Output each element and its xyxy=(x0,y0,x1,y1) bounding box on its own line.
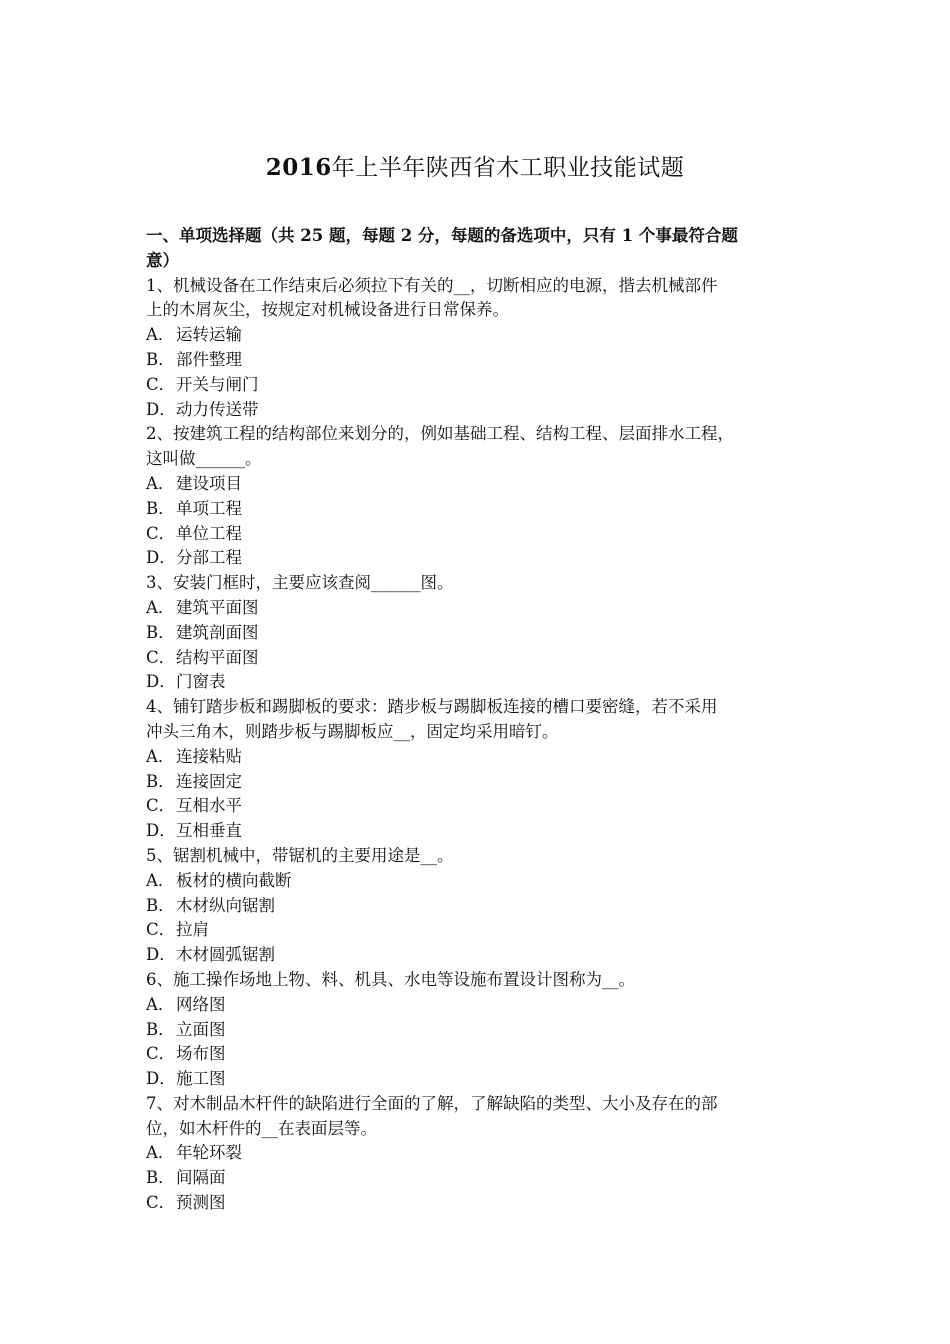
option-a xyxy=(146,472,816,497)
option-d xyxy=(146,1067,816,1092)
section-heading-line-1: 一、单项选择题（共 25 题，每题 2 分，每题的备选项中，只有 1 个事最符合题 xyxy=(146,226,738,245)
option-letter: B． xyxy=(146,498,175,518)
option-text: 建筑剖面图 xyxy=(176,622,259,642)
question-7 xyxy=(146,1092,816,1216)
option-text: 部件整理 xyxy=(176,349,242,369)
option-b xyxy=(146,770,816,795)
option-a xyxy=(146,1141,816,1166)
option-a xyxy=(146,745,816,770)
option-letter: C． xyxy=(146,374,176,394)
question-text-line: 上的木屑灰尘，按规定对机械设备进行日常保养。 xyxy=(146,300,509,320)
question-text-line: 位，如木杆件的__在表面层等。 xyxy=(146,1118,377,1138)
option-a xyxy=(146,596,816,621)
option-letter: C． xyxy=(146,796,176,816)
option-b xyxy=(146,1018,816,1043)
option-letter: B． xyxy=(146,1019,175,1039)
option-c xyxy=(146,646,816,671)
option-text: 互相垂直 xyxy=(176,821,242,841)
option-letter: A． xyxy=(146,325,175,345)
option-text: 建筑平面图 xyxy=(176,597,259,617)
question-text-line: 6、施工操作场地上物、料、机具、水电等设施布置设计图称为__。 xyxy=(146,969,635,989)
option-text: 运转运输 xyxy=(176,325,242,345)
option-b xyxy=(146,894,816,919)
question-2 xyxy=(146,422,816,571)
document-body xyxy=(146,224,816,1216)
option-letter: A． xyxy=(146,597,175,617)
option-letter: C． xyxy=(146,647,176,667)
option-d xyxy=(146,943,816,968)
option-letter: A． xyxy=(146,746,175,766)
option-letter: B． xyxy=(146,771,175,791)
option-d xyxy=(146,670,816,695)
question-4 xyxy=(146,695,816,844)
section-heading-line-2: 意） xyxy=(146,250,179,270)
option-letter: C． xyxy=(146,920,176,940)
option-b xyxy=(146,1166,816,1191)
question-text-line: 7、对木制品木杆件的缺陷进行全面的了解，了解缺陷的类型、大小及存在的部 xyxy=(146,1093,718,1113)
option-text: 板材的横向截断 xyxy=(176,870,292,890)
option-letter: B． xyxy=(146,1168,175,1188)
option-letter: D． xyxy=(146,945,176,965)
option-letter: D． xyxy=(146,399,176,419)
option-letter: C． xyxy=(146,1193,176,1213)
title-year: 2016 xyxy=(265,154,332,181)
question-text-line: 3、安装门框时，主要应该查阅______图。 xyxy=(146,573,454,593)
question-text-line: 4、铺钉踏步板和踢脚板的要求：踏步板与踢脚板连接的槽口要密缝，若不采用 xyxy=(146,697,718,717)
option-c xyxy=(146,918,816,943)
question-3 xyxy=(146,571,816,695)
option-text: 预测图 xyxy=(176,1193,226,1213)
option-letter: B． xyxy=(146,622,175,642)
option-text: 拉肩 xyxy=(176,920,209,940)
option-text: 单位工程 xyxy=(176,523,242,543)
option-text: 网络图 xyxy=(176,994,226,1014)
option-text: 场布图 xyxy=(176,1044,226,1064)
question-text-line: 这叫做______。 xyxy=(146,449,262,469)
option-letter: A． xyxy=(146,994,175,1014)
option-letter: D． xyxy=(146,672,176,692)
option-c xyxy=(146,794,816,819)
option-b xyxy=(146,621,816,646)
option-letter: D． xyxy=(146,821,176,841)
option-letter: B． xyxy=(146,895,175,915)
question-text-line: 2、按建筑工程的结构部位来划分的，例如基础工程、结构工程、层面排水工程， xyxy=(146,424,734,444)
option-text: 间隔面 xyxy=(176,1168,226,1188)
option-c xyxy=(146,373,816,398)
option-text: 立面图 xyxy=(176,1019,226,1039)
option-text: 动力传送带 xyxy=(176,399,259,419)
option-text: 门窗表 xyxy=(176,672,226,692)
option-c xyxy=(146,1042,816,1067)
option-d xyxy=(146,546,816,571)
question-6 xyxy=(146,968,816,1092)
option-letter: D． xyxy=(146,548,176,568)
option-c xyxy=(146,1191,816,1216)
option-text: 连接固定 xyxy=(176,771,242,791)
option-text: 连接粘贴 xyxy=(176,746,242,766)
question-5 xyxy=(146,844,816,968)
option-letter: D． xyxy=(146,1069,176,1089)
option-letter: B． xyxy=(146,349,175,369)
option-text: 互相水平 xyxy=(176,796,242,816)
question-1 xyxy=(146,274,816,423)
option-letter: C． xyxy=(146,523,176,543)
option-text: 木材圆弧锯割 xyxy=(176,945,275,965)
option-b xyxy=(146,348,816,373)
title-text: 年上半年陕西省木工职业技能试题 xyxy=(331,155,685,181)
option-d xyxy=(146,819,816,844)
option-letter: A． xyxy=(146,1143,175,1163)
option-c xyxy=(146,522,816,547)
option-text: 结构平面图 xyxy=(176,647,259,667)
option-letter: A． xyxy=(146,870,175,890)
option-a xyxy=(146,323,816,348)
option-text: 施工图 xyxy=(176,1069,226,1089)
option-text: 木材纵向锯割 xyxy=(176,895,275,915)
option-text: 建设项目 xyxy=(176,473,242,493)
question-text-line: 冲头三角木，则踏步板与踢脚板应__，固定均采用暗钉。 xyxy=(146,721,559,741)
page-title xyxy=(0,152,950,184)
option-a xyxy=(146,993,816,1018)
question-text-line: 5、锯割机械中，带锯机的主要用途是__。 xyxy=(146,845,454,865)
option-b xyxy=(146,497,816,522)
option-text: 年轮环裂 xyxy=(176,1143,242,1163)
option-letter: A． xyxy=(146,473,175,493)
option-text: 开关与闸门 xyxy=(176,374,259,394)
option-text: 单项工程 xyxy=(176,498,242,518)
option-d xyxy=(146,398,816,423)
option-a xyxy=(146,869,816,894)
option-text: 分部工程 xyxy=(176,548,242,568)
question-text-line: 1、机械设备在工作结束后必须拉下有关的__，切断相应的电源，揩去机械部件 xyxy=(146,275,718,295)
option-letter: C． xyxy=(146,1044,176,1064)
